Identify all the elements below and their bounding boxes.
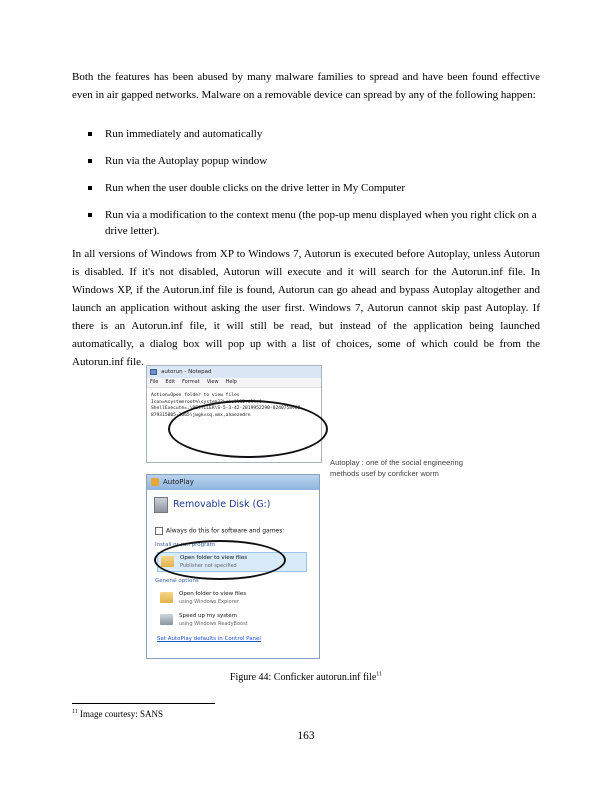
removable-drive-icon <box>154 497 168 513</box>
list-item-text: Run via the Autoplay popup window <box>105 155 268 167</box>
option-sub-label: Publisher not specified <box>180 563 237 569</box>
always-do-checkbox-row <box>155 527 284 535</box>
folder-icon <box>161 556 174 567</box>
notepad-line: Action=Open folder to view files <box>151 393 240 398</box>
notepad-content <box>147 388 321 419</box>
notepad-titlebar <box>147 366 321 378</box>
option-open-folder-explorer <box>157 589 307 609</box>
option-readyboost <box>157 611 307 631</box>
menu-file: File <box>150 379 159 385</box>
list-item <box>88 126 538 142</box>
notepad-line: ShellExecute=.\RECYCLER\S-5-3-42-2819952290-8240758988- <box>151 406 304 411</box>
menu-view: View <box>206 379 219 385</box>
folder-icon <box>160 592 173 603</box>
option-main-label: Open folder to view files <box>180 555 248 561</box>
intro-paragraph: Both the features has been abused by many malware families to spread and have been found effective even in air gapped networks. Malware on a removable device can spread by any of the following happen: <box>72 71 540 101</box>
bullet-marker <box>88 159 92 163</box>
body-paragraph: In all versions of Windows from XP to Windows 7, Autorun is executed before Autoplay, unless Autorun is disabled. If it's not disabled, Autorun will execute and it will search for the Autorun.inf file. In Windows XP, if the Autorun.inf file is found, Autorun can go ahead and bypass Autoplay altogether and launch an application without asking the user first. Windows 7, Autorun cannot skip past Autoplay. If there is an Autorun.inf file, it will still be read, but instead of the application being launched automatically, a dialog box will pop up with a list of choices, some of which could be from the Autorun.inf file. <box>72 248 540 368</box>
readyboost-icon <box>160 614 173 625</box>
footnote <box>72 708 163 720</box>
autoplay-icon <box>151 478 159 486</box>
footnote-marker: 11 <box>72 709 78 715</box>
option-open-folder-selected <box>157 552 307 572</box>
footnote-rule <box>72 703 215 704</box>
list-item-text: Run via a modification to the context menu (the pop-up menu displayed when you right click on a drive letter). <box>105 209 537 237</box>
group-install-label: Install or run program <box>155 542 216 548</box>
menu-edit: Edit <box>165 379 176 385</box>
notepad-icon <box>150 369 157 375</box>
figure-callout: Autoplay : one of the social engineering methods usef by conficker worm <box>330 458 463 478</box>
group-general-label: General options <box>155 578 199 584</box>
list-item-text: Run when the user double clicks on the drive letter in My Computer <box>105 182 405 194</box>
option-main-label: Open folder to view files <box>179 591 247 597</box>
drive-name: Removable Disk (G:) <box>173 499 271 510</box>
bullet-marker <box>88 132 92 136</box>
menu-format: Format <box>182 379 200 385</box>
always-do-checkbox <box>155 527 163 535</box>
bullet-marker <box>88 213 92 217</box>
menu-help: Help <box>225 379 237 385</box>
bullet-list <box>88 126 538 239</box>
list-item <box>88 207 538 239</box>
option-sub-label: using Windows Explorer <box>179 599 239 605</box>
notepad-title: autorun - Notepad <box>161 369 212 375</box>
notepad-menubar <box>147 378 321 388</box>
notepad-window <box>146 365 322 463</box>
list-item-text: Run immediately and automatically <box>105 128 263 140</box>
autoplay-titlebar <box>147 475 319 490</box>
option-sub-label: using Windows ReadyBoost <box>179 621 248 627</box>
option-main-label: Speed up my system <box>179 613 237 619</box>
autoplay-title: AutoPlay <box>163 478 194 486</box>
figure-caption <box>0 672 612 683</box>
caption-footnote-ref: 11 <box>376 671 383 678</box>
checkbox-label: Always do this for software and games: <box>166 527 285 535</box>
autoplay-header <box>147 490 319 520</box>
footnote-text: Image courtesy: SANS <box>80 709 164 719</box>
list-item <box>88 153 538 169</box>
autoplay-dialog <box>146 474 320 659</box>
control-panel-link: Set AutoPlay defaults in Control Panel <box>157 636 261 642</box>
caption-text: Figure 44: Conficker autorun.inf file <box>229 672 377 683</box>
notepad-line: Icon=%systemroot%\system32\shell32.dll,4 <box>151 399 262 405</box>
notepad-line: 879315005-3665\jwgkvsq.vmx,ahaezedrn <box>151 412 251 418</box>
page-number: 163 <box>297 730 315 742</box>
bullet-marker <box>88 186 92 190</box>
list-item <box>88 180 538 196</box>
